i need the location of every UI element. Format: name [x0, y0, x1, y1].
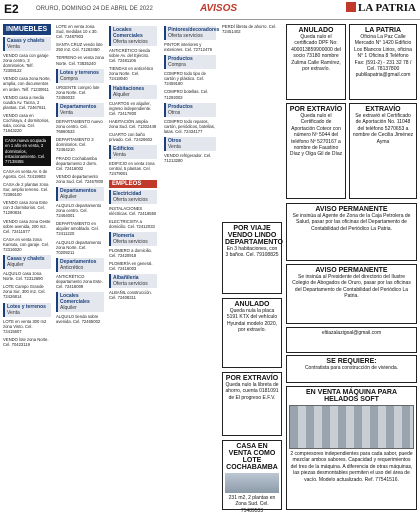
section-plomeria: Plomería Oferta servicios [109, 232, 157, 246]
classified-ad: PINTOR interiores y exteriores. Cel. 72712479 [164, 42, 212, 53]
ad-title: SE REQUIERE: [326, 358, 377, 365]
ad-body: Oficina La Paz Calle Mercado N° 1420 Edificio Los Blancos Lirios, oficina N° 1 Oficina 8 Teléfono Fax: (591-2) - 231 32 78 / Cel. 78137800 publilapatria@gmail.com [354, 34, 412, 79]
ad-body: Queda nulo el Certificado de Aportación Coteor con número Nº 5044 del teléfono Nº 5270167 a nombre de Faustino Díaz y Olga Gil de Díaz [289, 113, 343, 158]
section-departamentos-venta: Departamentos Venta [56, 103, 104, 117]
ad-body: Se extravió el Certificado de Aportación No. 11048 del teléfono 5270653 a nombre de Cecilia Jiménez Ayma [352, 113, 414, 145]
ad-por-extravio [286, 103, 346, 199]
classified-ad: VENDO casa con garaje zona centro, 3 dormitorios. Telf. 72308122 [3, 53, 49, 74]
classifieds-column-3 [109, 24, 157, 303]
newspaper-logo: LA PATRIA [346, 2, 416, 14]
ad-title: AVISO PERMANENTE [315, 206, 388, 213]
edition-date: ORURO, DOMINGO 24 DE ABRIL DE 2022 [36, 6, 153, 12]
section-productos-compra: Productos Compra [164, 55, 216, 69]
classified-ad: LOTE Campo Grande zona Sur, 300 m2. Cel. 72426814 [3, 284, 46, 300]
classified-ad: EDIFICIO en venta zona central, 5 plantas. Cel. 72479001 [109, 161, 155, 177]
classifieds-column-1 [3, 24, 51, 350]
category-inmuebles: INMUEBLES [3, 24, 51, 35]
section-edificios-venta: Edificios Venta [109, 145, 157, 159]
classified-ad: ALQUILO tienda sobre avenida. Cel. 72465002 [56, 314, 101, 325]
classified-ad: VENDO casa en Cochiraya, 4 dormitorios, sala, cocina. Cel. 71843220 [3, 112, 50, 134]
classified-ad: CASA de 2 plantas zona Sur, amplio terreno. Cel. 72386100 [3, 181, 49, 198]
ad-title: POR VIAJE VENDO LINDO DEPARTAMENTO [225, 225, 283, 246]
ad-body: Se insinúa al Presidente del directorio del Ilustre Colegio de Abogados de Oruro, pasar por las oficinas del Departamento de Contabilidad del Periódico La Patria. [292, 274, 411, 300]
ad-aviso-permanente-1 [286, 203, 417, 261]
ad-por-viaje [222, 222, 282, 294]
classified-ad: VENDO refrigerador. Cel. 71213280 [164, 152, 212, 164]
ad-se-requiere [286, 355, 417, 383]
classified-ad: ALBAÑIL construcción. Cel. 72408311 [109, 290, 152, 301]
section-habitaciones-alquiler: Habitaciones Alquiler [109, 85, 157, 99]
ad-body: Queda nulo la libreta de ahorro, cuenta 0181091 de El progreso E.F.V. [225, 382, 279, 401]
ad-body: Contratista para construcción de vivienda. [304, 365, 399, 371]
section-lotes-compra: Lotes y terrenos Compra [56, 69, 104, 83]
ad-title: POR EXTRAVÍO [289, 106, 343, 113]
classified-ad: ALQUILO departamento zona Norte. Cel. 70209211 [56, 239, 102, 255]
ad-por-extravio-libreta [222, 372, 282, 436]
ad-body: Queda nula la placa 5191 KTX del vehículo Hyundai modelo 2020, por extravío. [226, 308, 278, 334]
ad-casa-venta [222, 440, 282, 513]
classified-ad: ELECTRICISTA a domicilio. Cel. 72412033 [109, 218, 155, 229]
classified-ad: VENDO casa zona Oeste sobre avenida, 200 m2. Cel. 72411577 [3, 218, 51, 234]
classified-ad: ANTICRÉTICO tienda sobre Av. del Ejército. Cel. 72481106 [109, 48, 150, 64]
classified-ad: HABITACIÓN amplia zona Sud. Cel. 71302449 [109, 118, 157, 129]
ad-title: ANULADO [234, 301, 270, 308]
page-header [0, 0, 420, 20]
classifieds-column-2 [56, 24, 104, 327]
section-casas-venta: Casas y chalets Venta [3, 37, 51, 51]
classified-ad: PRADO Cochabamba departamento 2 dorm. Cel. 72416002 [56, 155, 98, 171]
classified-ad: URGENTE compro lote zona Norte. Cel. 72456033 [56, 84, 100, 100]
section-electricidad: Electricidad Oferta servicios [109, 190, 157, 204]
section-casas-alquiler: Casas y chalets Alquiler [3, 255, 51, 269]
category-empleos: EMPLEOS [109, 180, 157, 188]
ad-title: AVISO PERMANENTE [315, 267, 388, 274]
classified-ad: PLOMERO a domicilio. Cel. 72420918 [109, 247, 153, 258]
section-title: AVISOS [200, 3, 238, 14]
page-number: E2 [4, 2, 19, 16]
classified-ad: COMPRO todo reparos, cartón, periódicos, botellas, latas. Cel. 72434177 [164, 118, 215, 134]
highlighted-ad: CASA nueva ocupada en 1 año en venta, 3 dormitorios, estacionamiento. Cel. 77138455 [3, 136, 51, 165]
ad-title: ANULADO [298, 27, 334, 34]
classified-ad: PLOMERÍA en general. Cel. 72416003 [109, 261, 153, 272]
classified-ad: VENDO lote zona Norte. Cel. 70423119 [3, 336, 49, 347]
classified-ad: ALQUILO departamento zona centro. Cel. 72464001 [56, 202, 102, 219]
classified-ad: INSTALACIONES eléctricas. Cel. 72416550 [109, 205, 157, 216]
ad-aviso-permanente-2 [286, 264, 417, 324]
classified-ad: ANTICRÉTICO departamento zona Este. Cel. 72416009 [56, 273, 103, 289]
ad-anulado [286, 24, 346, 100]
ad-extravio [349, 103, 417, 199]
ad-body: 2 compresores independientes para cada sabor, puede mezclar ambos sabores. Capacidad y requerimientos del tres de la máquina. A diferencia de otras máquinas, las piezas desmontables permiten el uso del área de vacío. Modelo actualizado. Ref. 77541516. [290, 451, 413, 483]
ad-title: EN VENTA MÁQUINA PARA HELADOS SOFT [306, 389, 397, 403]
classified-ad: VENDO departamento zona Sud. Cel. 72467800 [56, 173, 104, 184]
classified-ad: COMPRO todo tipo de cartón y plástico. Cel. 72459180 [164, 71, 206, 87]
ad-contact-email [286, 327, 417, 353]
classified-ad: TERRENO en venta zona Norte. Cel. 73835240 [56, 55, 104, 66]
classified-ad: CASA en venta Av. 6 de Agosto. Cel. 72419903 [3, 168, 48, 179]
classified-ad: COMPRO botellas. Cel. 71292002 [164, 89, 209, 100]
classified-ad: DEPARTAMENTO nuevo zona centro. Cel. 76860533 [56, 118, 103, 135]
classified-ad: CUARTOS en alquiler, ingreso independiente. Cel. 72417800 [109, 100, 152, 116]
classifieds-column-5 [222, 24, 282, 37]
ad-anulado-placa [222, 298, 282, 368]
ad-la-patria-office [349, 24, 417, 100]
classified-ad: PERDÍ libreta de ahorro. Cel. 72451402 [222, 24, 277, 35]
ad-body: Se insinúa al Agente de Zona de la Caja Petrolera de Salud, pasar por las oficinas del Departamento de Contabilidad del Periódico La Patria. [292, 213, 411, 232]
ad-title: EXTRAVÍO [365, 106, 401, 113]
section-lotes-venta: Lotes y terrenos Venta [3, 303, 51, 317]
classified-ad: DEPARTAMENTO en alquiler amoblado. Cel. 72411220 [56, 221, 99, 237]
classifieds-column-4 [164, 24, 220, 166]
ad-maquina-helados [286, 386, 417, 510]
logo-icon [346, 2, 356, 12]
section-departamentos-anticretico: Departamentos Anticrético [56, 258, 104, 272]
classified-ad: VENDO casa zona Norte, amplia, con documentos en orden. Telf. 71230911 [3, 76, 51, 92]
classified-ad: LOTE en venta 300 m2 zona Vinto. Cel. 72415607 [3, 318, 47, 334]
ad-body: En 3 habitaciones, con 3 baños. Cel. 79108825 [225, 246, 279, 259]
classified-ad: CASA en venta zona Kantuta, con garaje. Cel. 72316020 [3, 236, 50, 252]
house-photo [225, 473, 279, 493]
classified-ad: TIENDAS en anticrético zona Norte. Cel. 72418040 [109, 66, 154, 82]
ad-body: eltiazalazigoal@gmail.com [321, 330, 382, 336]
classified-ad: VENDO casa a media cuadra Av. Tacna, 2 plantas. Cel. 72467811 [3, 94, 46, 110]
ad-title: POR EXTRAVÍO [225, 375, 279, 382]
classified-ad: VENDO casa zona Este con 3 dormitorios. Cel. 71290834 [3, 200, 48, 216]
section-pintores: Pintores/decoradores Oferta servicios [164, 26, 216, 40]
section-departamentos-alquiler: Departamentos Alquiler [56, 187, 104, 201]
classified-ad: CUARTO con baño privado. Cel. 72426602 [109, 132, 153, 143]
ad-title: CASA EN VENTA COMO LOTE COCHABAMBA [226, 443, 278, 471]
section-otros-venta: Otros Venta [164, 137, 216, 151]
section-locales-servicios: Locales Comerciales Oferta servicios [109, 26, 157, 46]
ad-body: 231 m2, 2 plantas en Zona Sud. Cel. 71489533 [228, 495, 276, 513]
ad-body: Queda nulo el certificado DPF No: 400013859900000 del socio 73180 nombre Zulima Calle Ramírez, por extravío. [291, 34, 341, 73]
ad-title: LA PATRIA [364, 27, 402, 34]
classified-ad: DEPARTAMENTO 3 dormitorios. Cel. 72464210 [56, 137, 94, 153]
classified-ad: SANTA CRUZ vendo lote 250 m2. Cel. 71282450 [56, 42, 103, 53]
section-locales-alquiler: Locales Comerciales Alquiler [56, 292, 104, 312]
classified-ad: ALQUILO casa zona Norte. Cel. 72312690 [3, 271, 43, 282]
section-albanileria: Albañilería Oferta servicios [109, 274, 157, 288]
section-productos-otros: Productos Otros [164, 103, 216, 117]
classified-ad: LOTE en venta zona Sud, medidas 10 x 30. Cel. 72487903 [56, 24, 98, 40]
ice-cream-machine-photo [289, 405, 414, 449]
